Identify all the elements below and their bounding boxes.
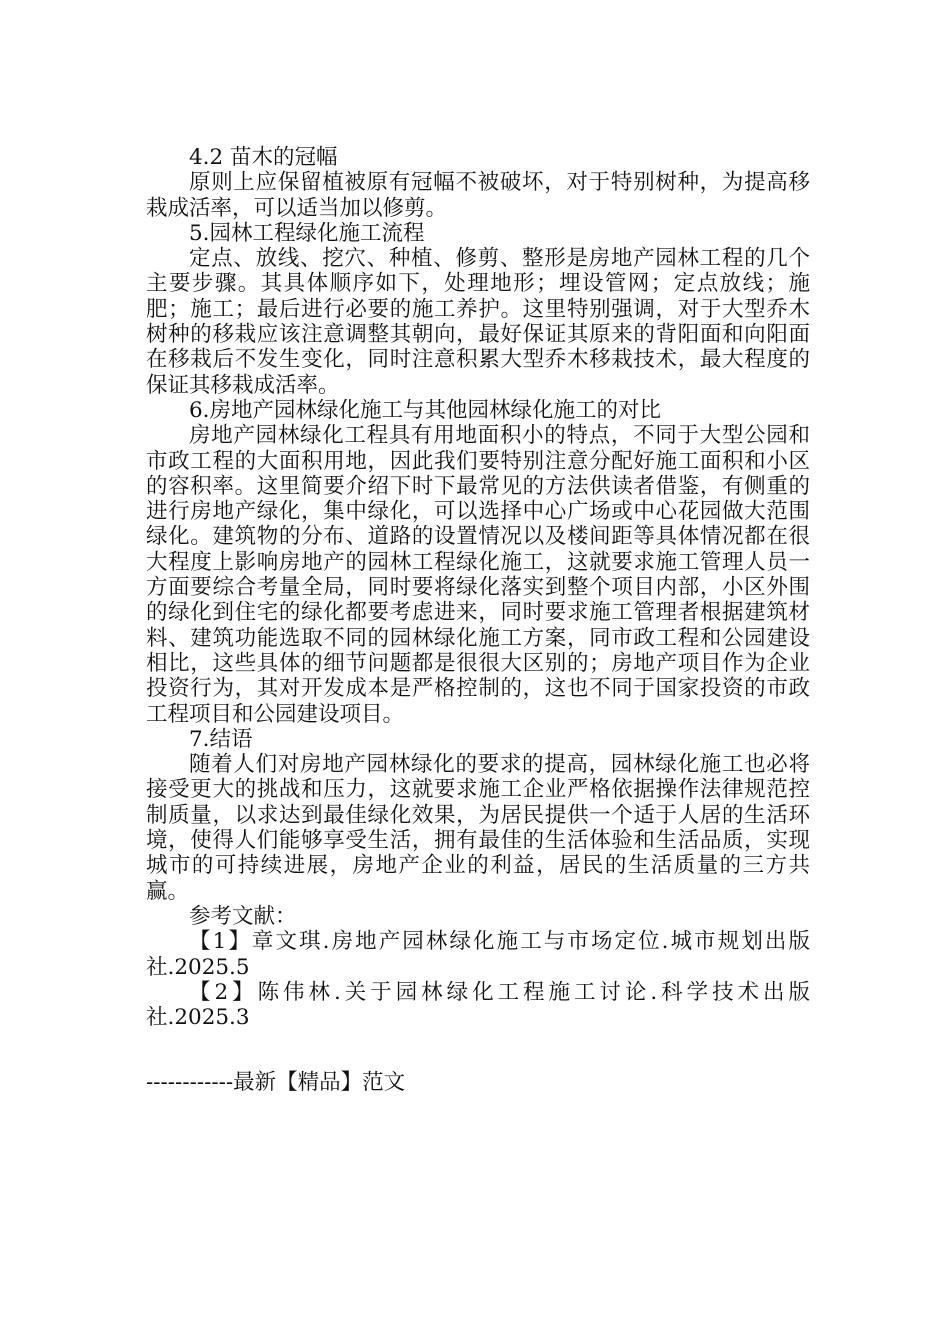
section-heading: 5.园林工程绿化施工流程 [189, 220, 425, 246]
paragraph: 随着人们对房地产园林绿化的要求的提高，园林绿化施工也必将接受更大的挑战和压力，这就要求施工企业严格依据操作法律规范控制质量，以求达到最佳绿化效果，为居民提供一个适于人居的生活环境，使得人们能够享受生活，拥有最佳的生活体验和生活品质，实现城市的可持续进展，房地产企业的利益，居民的生活质量的三方共赢。 [146, 752, 810, 904]
section-heading: 6.房地产园林绿化施工与其他园林绿化施工的对比 [189, 397, 662, 423]
reference-item: 【1】章文琪.房地产园林绿化施工与市场定位.城市规划出版社.2025.5 [146, 929, 810, 980]
footer-text: ------------最新【精品】范文 [146, 1070, 406, 1095]
section-heading: 4.2 苗木的冠幅 [189, 145, 338, 170]
section-7 [146, 727, 810, 904]
references [146, 904, 810, 1030]
section-5 [146, 221, 810, 398]
references-title: 参考文献： [189, 903, 297, 929]
section-6 [146, 398, 810, 727]
paragraph: 房地产园林绿化工程具有用地面积小的特点，不同于大型公园和市政工程的大面积用地，因此我们要特别注意分配好施工面积和小区的容积率。这里简要介绍下时下最常见的方法供读者借鉴，有侧重的进行房地产绿化，集中绿化，可以选择中心广场或中心花园做大范围绿化。建筑物的分布、道路的设置情况以及楼间距等具体情况都在很大程度上影响房地产的园林工程绿化施工，这就要求施工管理人员一方面要综合考量全局，同时要将绿化落实到整个项目内部，小区外围的绿化到住宅的绿化都要考虑进来，同时要求施工管理者根据建筑材料、建筑功能选取不同的园林绿化施工方案，同市政工程和公园建设相比，这些具体的细节问题都是很很大区别的；房地产项目作为企业投资行为，其对开发成本是严格控制的，这也不同于国家投资的市政工程项目和公园建设项目。 [146, 423, 810, 727]
document-body [146, 145, 810, 1030]
reference-item: 【2】陈伟林.关于园林绿化工程施工讨论.科学技术出版社.2025.3 [146, 979, 810, 1031]
section-4-2 [146, 145, 810, 221]
paragraph: 原则上应保留植被原有冠幅不被破坏，对于特别树种，为提高移栽成活率，可以适当加以修剪。 [146, 170, 810, 221]
section-heading: 7.结语 [189, 726, 253, 752]
paragraph: 定点、放线、挖穴、种植、修剪、整形是房地产园林工程的几个主要步骤。其具体顺序如下，处理地形；埋设管网；定点放线；施肥；施工；最后进行必要的施工养护。这里特别强调，对于大型乔木树种的移栽应该注意调整其朝向，最好保证其原来的背阳面和向阳面在移栽后不发生变化，同时注意积累大型乔木移栽技术，最大程度的保证其移栽成活率。 [146, 246, 810, 398]
